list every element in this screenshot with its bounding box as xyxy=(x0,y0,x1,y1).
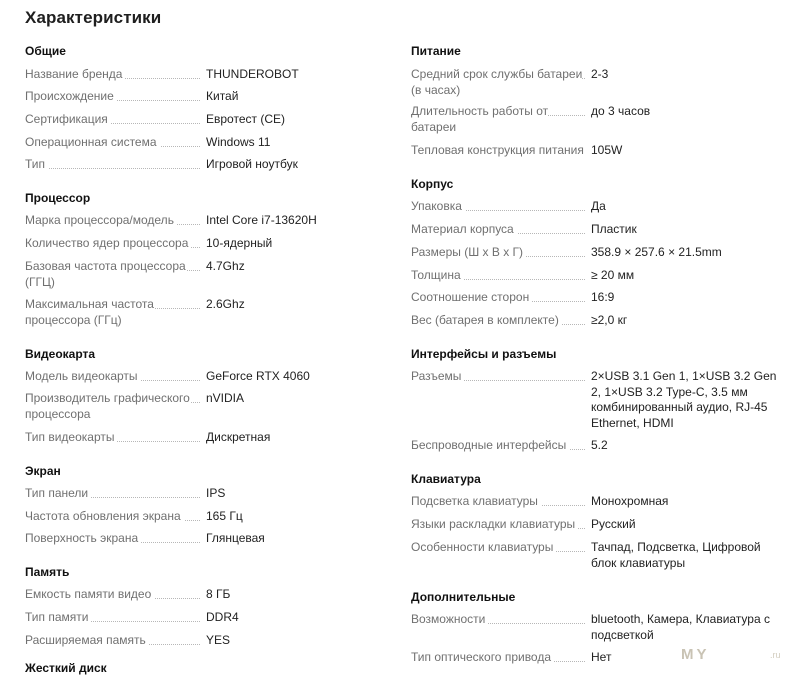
spec-label xyxy=(411,369,591,431)
section-title: Видеокарта xyxy=(25,347,96,361)
spec-label-text: Марка процессора/модель xyxy=(25,213,177,227)
spec-value: до 3 часов xyxy=(591,104,651,118)
spec-value: Русский xyxy=(591,517,636,531)
spec-label-text: Длительность работы от батареи xyxy=(411,104,549,134)
spec-row xyxy=(411,313,781,329)
spec-label-text: Беспроводные интерфейсы xyxy=(411,438,569,452)
spec-label xyxy=(411,245,591,261)
spec-label xyxy=(25,112,206,128)
spec-label xyxy=(25,531,206,547)
spec-label-text: Сертификация xyxy=(25,112,111,126)
spec-value: 16:9 xyxy=(591,290,615,304)
spec-value: 2.6Ghz xyxy=(206,297,245,311)
spec-label xyxy=(25,259,206,290)
spec-value: 105W xyxy=(591,143,623,157)
spec-row xyxy=(411,67,781,98)
spec-label-text: Тип оптического привода xyxy=(411,650,554,664)
spec-label-text: Расширяемая память xyxy=(25,633,149,647)
spec-label xyxy=(25,297,206,328)
watermark-logo: MY xyxy=(681,646,710,663)
spec-label xyxy=(411,494,591,510)
spec-row xyxy=(411,612,781,643)
spec-row xyxy=(25,587,391,603)
section-title: Дополнительные xyxy=(411,590,516,604)
spec-label xyxy=(411,540,591,571)
spec-row xyxy=(25,135,391,151)
spec-label xyxy=(411,313,591,329)
spec-row xyxy=(25,430,391,446)
section-title: Память xyxy=(25,565,70,579)
spec-label-text: Размеры (Ш х В х Г) xyxy=(411,245,526,259)
spec-value: 358.9 × 257.6 × 21.5mm xyxy=(591,245,722,259)
spec-label-text: Языки раскладки клавиатуры xyxy=(411,517,578,531)
spec-row xyxy=(25,486,391,502)
spec-value: IPS xyxy=(206,486,226,500)
spec-value: Игровой ноутбук xyxy=(206,157,298,171)
spec-label xyxy=(411,104,591,135)
section-title: Экран xyxy=(25,464,61,478)
spec-value: GeForce RTX 4060 xyxy=(206,369,310,383)
spec-row xyxy=(411,143,781,159)
spec-label-text: Тип памяти xyxy=(25,610,91,624)
spec-label-text: Средний срок службы батареи (в часах) xyxy=(411,67,583,97)
spec-value: 8 ГБ xyxy=(206,587,231,601)
spec-label xyxy=(25,157,206,173)
spec-label-text: Емкость памяти видео xyxy=(25,587,154,601)
spec-label-text: Вес (батарея в комплекте) xyxy=(411,313,562,327)
spec-label xyxy=(411,650,591,666)
spec-label-text: Особенности клавиатуры xyxy=(411,540,556,554)
spec-value: THUNDEROBOT xyxy=(206,67,299,81)
spec-row xyxy=(25,610,391,626)
spec-value: 4.7Ghz xyxy=(206,259,245,273)
spec-value: nVIDIA xyxy=(206,391,245,405)
spec-label-text: Модель видеокарты xyxy=(25,369,141,383)
spec-value: Нет xyxy=(591,650,612,664)
spec-label-text: Подсветка клавиатуры xyxy=(411,494,541,508)
spec-label-text: Толщина xyxy=(411,268,464,282)
spec-label xyxy=(411,612,591,643)
section-title: Жесткий диск xyxy=(25,661,107,675)
spec-label-text: Упаковка xyxy=(411,199,465,213)
spec-row xyxy=(25,369,391,385)
spec-value: Да xyxy=(591,199,606,213)
spec-row xyxy=(25,633,391,649)
spec-label-text: Разъемы xyxy=(411,369,464,383)
spec-value: bluetooth, Камера, Клавиатура с подсветкой xyxy=(591,612,770,642)
spec-label xyxy=(25,610,206,626)
spec-row xyxy=(411,104,781,135)
spec-label-text: Тип xyxy=(25,157,48,171)
spec-row xyxy=(411,222,781,238)
spec-label-text: Операционная система xyxy=(25,135,160,149)
spec-row xyxy=(25,213,391,229)
spec-value: Дискретная xyxy=(206,430,271,444)
spec-row xyxy=(411,517,781,533)
spec-row xyxy=(25,236,391,252)
spec-value: 10-ядерный xyxy=(206,236,273,250)
spec-label-text: Производитель графического процессора xyxy=(25,391,190,421)
spec-label-text: Частота обновления экрана xyxy=(25,509,184,523)
spec-row xyxy=(411,199,781,215)
spec-label xyxy=(411,268,591,284)
spec-label xyxy=(411,222,591,238)
watermark-suffix: .ru xyxy=(770,650,781,660)
spec-label xyxy=(25,369,206,385)
spec-row xyxy=(25,509,391,525)
spec-row xyxy=(25,67,391,83)
dotted-leader xyxy=(25,168,200,169)
spec-label xyxy=(411,438,591,454)
spec-value: Монохромная xyxy=(591,494,669,508)
spec-label xyxy=(25,633,206,649)
spec-label xyxy=(25,213,206,229)
spec-label-text: Тип панели xyxy=(25,486,91,500)
spec-label xyxy=(411,67,591,98)
spec-row xyxy=(411,369,781,431)
spec-row xyxy=(25,531,391,547)
spec-row xyxy=(411,245,781,261)
spec-label xyxy=(25,67,206,83)
spec-label-text: Тип видеокарты xyxy=(25,430,117,444)
spec-label xyxy=(25,135,206,151)
spec-label xyxy=(25,430,206,446)
section-title: Корпус xyxy=(411,177,454,191)
spec-value: DDR4 xyxy=(206,610,239,624)
spec-value: Тачпад, Подсветка, Цифровой блок клавиатуры xyxy=(591,540,761,570)
spec-label-text: Возможности xyxy=(411,612,488,626)
spec-value: Евротест (CE) xyxy=(206,112,285,126)
spec-row xyxy=(411,650,781,666)
spec-label xyxy=(411,199,591,215)
spec-row xyxy=(411,540,781,571)
section-title: Питание xyxy=(411,44,461,58)
spec-value: 165 Гц xyxy=(206,509,243,523)
spec-label-text: Тепловая конструкция питания xyxy=(411,143,587,157)
spec-value: ≥2,0 кг xyxy=(591,313,628,327)
spec-value: Китай xyxy=(206,89,239,103)
spec-label-text: Материал корпуса xyxy=(411,222,517,236)
spec-value: YES xyxy=(206,633,231,647)
spec-value: 2-3 xyxy=(591,67,609,81)
spec-label-text: Соотношение сторон xyxy=(411,290,532,304)
spec-value: 5.2 xyxy=(591,438,608,452)
spec-label-text: Происхождение xyxy=(25,89,117,103)
spec-row xyxy=(25,89,391,105)
spec-row xyxy=(411,438,781,454)
spec-row xyxy=(25,157,391,173)
spec-row xyxy=(25,391,391,422)
spec-label xyxy=(25,391,206,422)
spec-row xyxy=(411,494,781,510)
spec-label xyxy=(25,587,206,603)
section-title: Процессор xyxy=(25,191,91,205)
spec-value: ≥ 20 мм xyxy=(591,268,635,282)
page-title: Характеристики xyxy=(25,8,162,27)
spec-label-text: Максимальная частота процессора (ГГц) xyxy=(25,297,154,327)
spec-row xyxy=(25,297,391,328)
spec-value: Windows 11 xyxy=(206,135,271,149)
section-title: Общие xyxy=(25,44,66,58)
spec-value: Intel Core i7-13620H xyxy=(206,213,317,227)
spec-label-text: Количество ядер процессора xyxy=(25,236,191,250)
spec-value: Пластик xyxy=(591,222,637,236)
spec-label xyxy=(411,517,591,533)
spec-label-text: Базовая частота процессора (ГГЦ) xyxy=(25,259,186,289)
spec-label xyxy=(25,89,206,105)
spec-label xyxy=(25,236,206,252)
spec-value: Глянцевая xyxy=(206,531,265,545)
spec-label-text: Название бренда xyxy=(25,67,125,81)
spec-label xyxy=(411,290,591,306)
section-title: Клавиатура xyxy=(411,472,481,486)
spec-row xyxy=(25,259,391,290)
spec-row xyxy=(411,268,781,284)
spec-value: 2×USB 3.1 Gen 1, 1×USB 3.2 Gen 2, 1×USB 3.2 Type-C, 3.5 мм комбинированный аудио, RJ-45 Ethernet, HDMI xyxy=(591,369,777,430)
spec-label-text: Поверхность экрана xyxy=(25,531,141,545)
section-title: Интерфейсы и разъемы xyxy=(411,347,557,361)
spec-row xyxy=(25,112,391,128)
spec-row xyxy=(411,290,781,306)
spec-label xyxy=(25,509,206,525)
spec-label xyxy=(25,486,206,502)
spec-label xyxy=(411,143,591,159)
